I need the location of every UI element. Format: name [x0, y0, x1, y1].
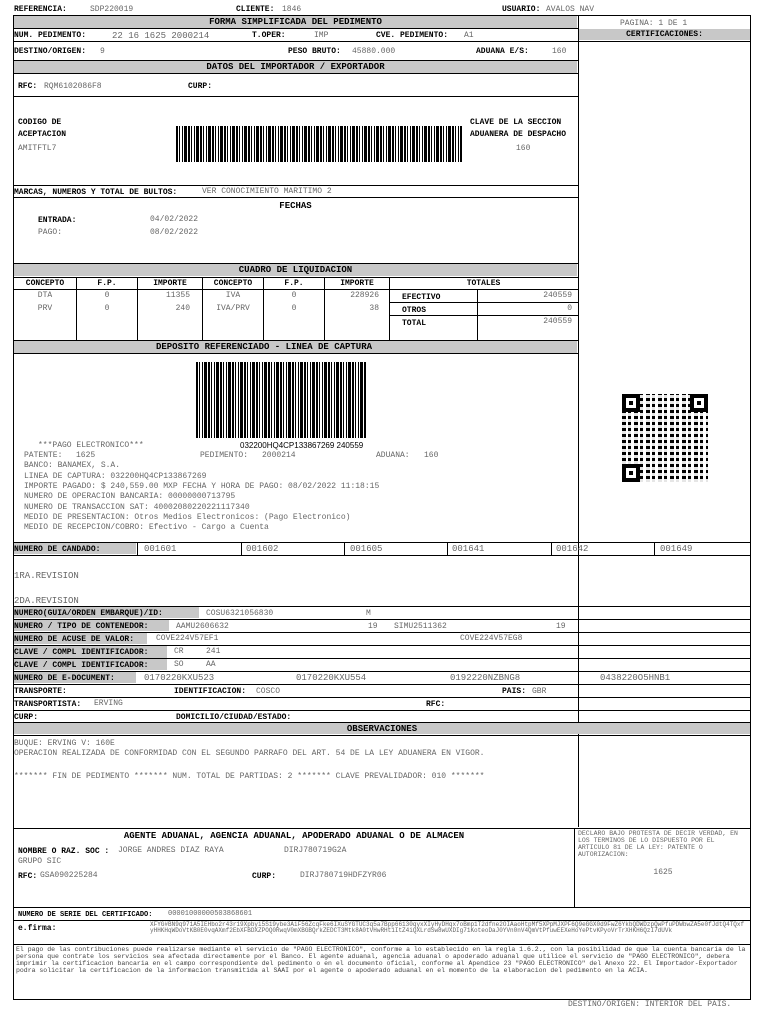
- transportista-label: TRANSPORTISTA:: [14, 700, 82, 709]
- liq-row1-importe: 11355: [165, 291, 190, 300]
- contenedor-label: NUMERO / TIPO DE CONTENEDOR:: [14, 622, 149, 631]
- pedimento-label: PEDIMENTO:: [200, 451, 249, 460]
- marcas-value: VER CONOCIMIENTO MARITIMO 2: [202, 187, 332, 196]
- marcas-label: MARCAS, NUMEROS Y TOTAL DE BULTOS:: [14, 188, 178, 197]
- liq-row1-fp-2: 0: [291, 291, 297, 300]
- pais-value: GBR: [532, 687, 547, 696]
- candado-3: 001605: [350, 544, 383, 554]
- liq-row2-fp: 0: [104, 304, 110, 313]
- banco-line: BANCO: BANAMEX, S.A.: [24, 461, 121, 470]
- total-label: TOTAL: [402, 319, 427, 328]
- agente-rfc-value: GSA090225284: [40, 871, 98, 880]
- contenedor-1: AAMU2606632: [176, 622, 229, 631]
- agente-nombre-rfc: DIRJ780719G2A: [284, 846, 347, 855]
- pedimento-value: 2000214: [262, 451, 296, 460]
- agente-nombre-label: NOMBRE O RAZ. SOC :: [18, 847, 110, 856]
- contenedor-2: SIMU2511362: [394, 622, 447, 631]
- toper-label: T.OPER:: [252, 31, 286, 40]
- clave-1-value: 241: [206, 647, 221, 656]
- agente-rfc-label: RFC:: [18, 872, 38, 881]
- candado-label: NUMERO DE CANDADO:: [14, 545, 101, 554]
- patente-value: 1625: [76, 451, 96, 460]
- clave-identificador-label-2: CLAVE / COMPL IDENTIFICADOR:: [14, 661, 149, 670]
- importe-pagado-line: IMPORTE PAGADO: $ 240,559.00 MXP FECHA Y HORA DE PAGO: 08/02/2022 11:18:15: [24, 482, 380, 491]
- candado-5: 001642: [556, 544, 589, 554]
- edocument-3: 0192220NZBNG8: [450, 673, 521, 683]
- fechas-title: FECHAS: [279, 201, 312, 211]
- operacion-bancaria-line: NUMERO DE OPERACION BANCARIA: 00000000713795: [24, 492, 236, 501]
- guia-value: COSU6321056830: [206, 609, 274, 618]
- importer-section-title: DATOS DEL IMPORTADOR / EXPORTADOR: [206, 62, 385, 72]
- deposito-title: DEPOSITO REFERENCIADO - LINEA DE CAPTURA: [155, 342, 373, 352]
- user-label: USUARIO:: [502, 5, 541, 14]
- destino-label: DESTINO/ORIGEN:: [14, 47, 87, 56]
- second-revision: 2DA.REVISION: [14, 596, 79, 606]
- num-pedimento-label: NUM. PEDIMENTO:: [14, 31, 87, 40]
- candado-1: 001601: [144, 544, 177, 554]
- acceptance-barcode: [176, 126, 462, 162]
- clave-identificador-label-1: CLAVE / COMPL IDENTIFICADOR:: [14, 648, 149, 657]
- patente-label: PATENTE:: [24, 451, 63, 460]
- transport-curp-label: CURP:: [14, 713, 39, 722]
- candado-4: 001641: [452, 544, 485, 554]
- medio-presentacion-line: MEDIO DE PRESENTACION: Otros Medios Electronicos: (Pago Electronico): [24, 513, 351, 522]
- num-pedimento-value: 22 16 1625 2000214: [112, 31, 210, 41]
- acuse-2: COVE224V57EG8: [460, 634, 523, 643]
- contenedor-1-type: 19: [368, 622, 378, 631]
- deposito-aduana-value: 160: [424, 451, 439, 460]
- edocument-2: 0170220KXU554: [296, 673, 367, 683]
- client-label: CLIENTE:: [236, 5, 275, 14]
- candado-6: 001649: [660, 544, 693, 554]
- acuse-label: NUMERO DE ACUSE DE VALOR:: [14, 635, 135, 644]
- fin-pedimento-line: ******* FIN DE PEDIMENTO ******* NUM. TOTAL DE PARTIDAS: 2 ******* CLAVE PREVALIDADOR: 010 *******: [14, 772, 485, 781]
- transportista-rfc-label: RFC:: [426, 700, 446, 709]
- liq-row1-fp: 0: [104, 291, 110, 300]
- contenedor-2-type: 19: [556, 622, 566, 631]
- buque-line: BUQUE: ERVING V: 160E: [14, 739, 115, 748]
- liquidacion-title: CUADRO DE LIQUIDACION: [238, 265, 353, 275]
- aduana-es-label: ADUANA E/S:: [476, 47, 529, 56]
- serie-certificado-label: NUMERO DE SERIE DEL CERTIFICADO:: [18, 911, 153, 919]
- otros-label: OTROS: [402, 306, 427, 315]
- agente-grupo: GRUPO SIC: [18, 857, 62, 866]
- pago-label: PAGO:: [38, 228, 63, 237]
- client-value: 1846: [282, 5, 302, 14]
- clave-seccion-value: 160: [516, 144, 531, 153]
- clave-2-value: AA: [206, 660, 216, 669]
- observaciones-title: OBSERVACIONES: [346, 724, 418, 734]
- first-revision: 1RA.REVISION: [14, 571, 79, 581]
- form-title: FORMA SIMPLIFICADA DEL PEDIMENTO: [209, 17, 382, 27]
- pago-electronico-label: ***PAGO ELECTRONICO***: [38, 441, 144, 450]
- payment-barcode: [196, 362, 366, 438]
- pais-label: PAIS:: [502, 687, 527, 696]
- importer-rfc-value: RQM6102086F8: [44, 82, 102, 91]
- toper-value: IMP: [314, 31, 329, 40]
- transaccion-sat-line: NUMERO DE TRANSACCION SAT: 40002080220221117340: [24, 503, 250, 512]
- edocument-label: NUMERO DE E-DOCUMENT:: [14, 674, 115, 683]
- guia-label: NUMERO(GUIA/ORDEN EMBARQUE)/ID:: [14, 609, 163, 618]
- codigo-value: AMITFTL7: [18, 144, 57, 153]
- linea-captura-line: LINEA DE CAPTURA: 032200HQ4CP133867269: [24, 472, 207, 481]
- guia-type: M: [366, 609, 371, 618]
- domicilio-label: DOMICILIO/CIUDAD/ESTADO:: [176, 713, 292, 722]
- liq-row2-importe: 240: [175, 304, 190, 313]
- pago-value: 08/02/2022: [150, 228, 199, 237]
- agente-title: AGENTE ADUANAL, AGENCIA ADUANAL, APODERADO ADUANAL O DE ALMACEN: [123, 831, 465, 841]
- clave-2-code: SO: [174, 660, 184, 669]
- barcode-text: 032200HQ4CP133867269 240559: [240, 441, 364, 450]
- entrada-label: ENTRADA:: [38, 216, 77, 225]
- clave-seccion-label-2: ADUANERA DE DESPACHO: [470, 130, 567, 139]
- reference-label: REFERENCIA:: [14, 5, 67, 14]
- cve-pedimento-value: A1: [464, 31, 474, 40]
- liq-header-concepto-2: CONCEPTO: [213, 279, 253, 288]
- candado-2: 001602: [246, 544, 279, 554]
- importer-curp-label: CURP:: [188, 82, 213, 91]
- agente-patente-value: 1625: [653, 868, 673, 877]
- edocument-4: 0438220O5HNB1: [600, 673, 671, 683]
- liq-row1-concepto-2: IVA: [225, 291, 241, 300]
- legal-text: El pago de las contribuciones puede realizarse mediante el servicio de "PAGO ELECTRONICO", conforme a lo establecido en la regla 1.6.2., con la posibilidad de que la cuenta bancaria de la persona que contrate los servicios sea afectada directamente por el Banco. El agente aduanal, agencia aduanal o apoderado aduanal que utilice el servicio de "PAGO ELECTRONICO", debera imprimir la certificacion bancaria en el campo correspondiente del pedimento o en el documento oficial, conforme al Apendice 23 "PAGO ELECTRONICO" del Anexo 22. El Importador-Exportador podra solicitar la certificacion de la informacion transmitida al SAAI por el agente o apoderado aduanal en el momento de la elaboracion del pedimento en la ACIA.: [16, 946, 746, 974]
- medio-recepcion-line: MEDIO DE RECEPCION/COBRO: Efectivo - Cargo a Cuenta: [24, 523, 269, 532]
- conformidad-line: OPERACION REALIZADA DE CONFORMIDAD CON EL SEGUNDO PARRAFO DEL ART. 54 DE LA LEY ADUANERA EN VIGOR.: [14, 749, 485, 758]
- edocument-1: 0170220KXU523: [144, 673, 215, 683]
- qr-code: [622, 394, 708, 482]
- destino-value: 9: [100, 47, 105, 56]
- liq-row1-importe-2: 228926: [350, 291, 379, 300]
- declaro-text: DECLARO BAJO PROTESTA DE DECIR VERDAD, EN LOS TERMINOS DE LO DISPUESTO POR EL ARTICULO 81 DE LA LEY: PATENTE O AUTORIZACION:: [578, 830, 738, 858]
- liq-header-fp-2: F.P.: [284, 279, 304, 288]
- agente-nombre-value: JORGE ANDRES DIAZ RAYA: [118, 846, 224, 855]
- liq-row2-importe-2: 38: [369, 304, 379, 313]
- certifications-label: CERTIFICACIONES:: [626, 30, 703, 39]
- transporte-label: TRANSPORTE:: [14, 687, 67, 696]
- liq-header-fp-1: F.P.: [97, 279, 117, 288]
- clave-1-code: CR: [174, 647, 184, 656]
- efirma-label: e.firma:: [18, 924, 57, 933]
- codigo-label-1: CODIGO DE: [18, 118, 62, 127]
- efectivo-label: EFECTIVO: [402, 293, 441, 302]
- reference-value: SDP220019: [90, 5, 134, 14]
- peso-value: 45880.000: [352, 47, 396, 56]
- page-number: PAGINA: 1 DE 1: [620, 19, 688, 28]
- liq-row2-fp-2: 0: [291, 304, 297, 313]
- efirma-value: XFYG#BN9q971A5IEHbo2r43r19Xpbyi5S19ybe3AiF56ZcqFke6IXuSYGTUC3q5a7Bpp66130qyxXIyHyDHqx7oBmp1T2dfne2OIAaoHtpMf5XPpMJXPF6Q9eGGX0d9FwZ6YkbQDWDzpQwPfuPDWbwZA5e0fJdtQ4TQxfyHHKHqWDoVtKB0E0vqAXmf2EbXFBDXZPOQ0RwqV0mXBGBQrkZEDCT3Mtk8A0tVHwRHt1ItZ4iQXLrdSw8wUXDIg71KoteoDaJ0YVn0nV4QmVtPfuwEEXeHoYePtvKPyoVrTrXHKH6QzI7dUVk: [150, 921, 745, 934]
- user-value: AVALOS NAV: [546, 5, 595, 14]
- acuse-1: COVE224V57EF1: [156, 634, 219, 643]
- identificacion-label: IDENTIFICACION:: [174, 687, 247, 696]
- agente-curp-label: CURP:: [252, 872, 277, 881]
- total-value: 240559: [543, 317, 572, 326]
- liq-header-totales: TOTALES: [466, 279, 501, 288]
- aduana-es-value: 160: [552, 47, 567, 56]
- entrada-value: 04/02/2022: [150, 215, 199, 224]
- otros-value: 0: [567, 304, 572, 313]
- deposito-aduana-label: ADUANA:: [376, 451, 410, 460]
- clave-seccion-label-1: CLAVE DE LA SECCION: [470, 118, 562, 127]
- efectivo-value: 240559: [543, 291, 572, 300]
- liq-header-importe-2: IMPORTE: [340, 279, 374, 288]
- identificacion-value: COSCO: [256, 687, 281, 696]
- serie-certificado-value: 00001000000503868601: [168, 910, 253, 918]
- transportista-value: ERVING: [94, 699, 123, 708]
- liq-row1-concepto: DTA: [37, 291, 53, 300]
- footer-destino: DESTINO/ORIGEN: INTERIOR DEL PAIS.: [568, 1000, 732, 1009]
- agente-curp-value: DIRJ780719HDFZYR06: [300, 871, 387, 880]
- liq-header-concepto-1: CONCEPTO: [25, 279, 65, 288]
- liq-header-importe-1: IMPORTE: [153, 279, 187, 288]
- peso-label: PESO BRUTO:: [288, 47, 341, 56]
- cve-pedimento-label: CVE. PEDIMENTO:: [376, 31, 449, 40]
- liq-row2-concepto-2: IVA/PRV: [216, 304, 250, 313]
- importer-rfc-label: RFC:: [18, 82, 38, 91]
- codigo-label-2: ACEPTACION: [18, 130, 67, 139]
- liq-row2-concepto: PRV: [37, 304, 53, 313]
